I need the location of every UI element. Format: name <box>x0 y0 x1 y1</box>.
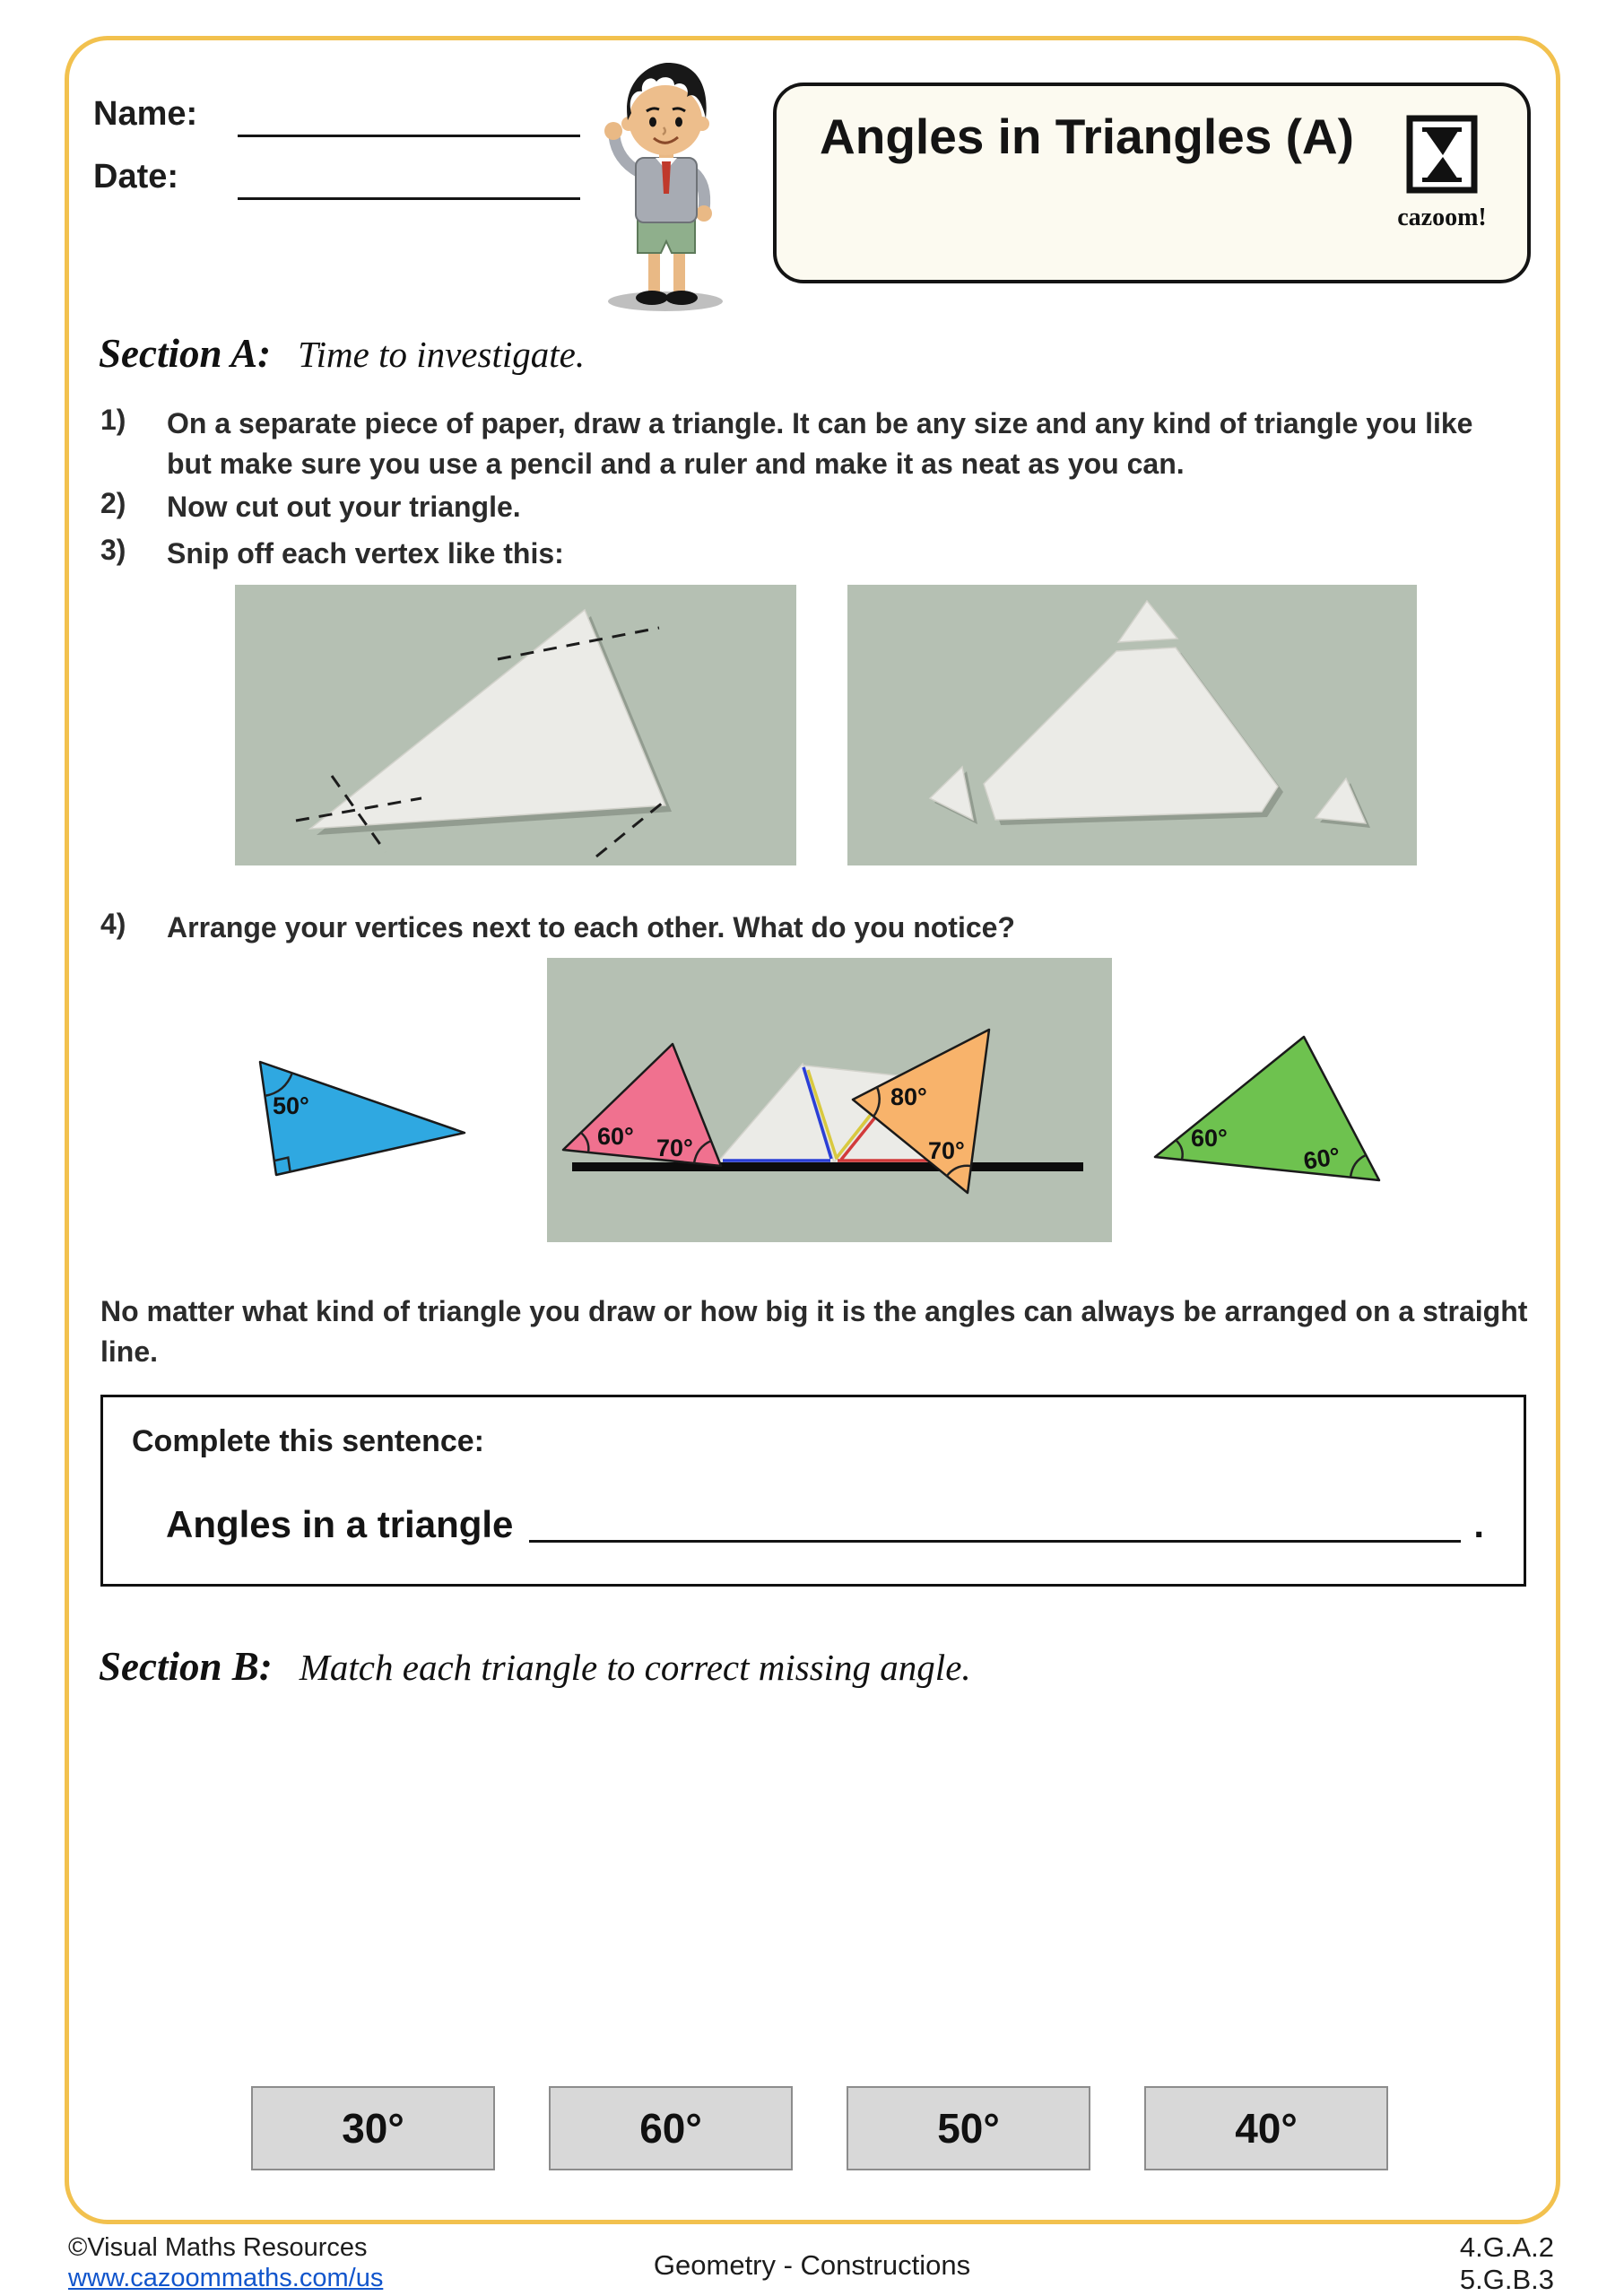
section-a-heading: Section A: <box>99 331 272 376</box>
name-input-line[interactable] <box>238 135 580 137</box>
sentence-prompt: Angles in a triangle <box>166 1503 514 1545</box>
green-triangle-shape <box>1155 1037 1379 1180</box>
snipped-vertices-photo <box>847 585 1417 865</box>
name-label: Name: <box>93 95 198 133</box>
blue-angle-label: 50° <box>273 1092 309 1119</box>
green-angle-label-2: 60° <box>1301 1142 1342 1175</box>
step-2 <box>100 487 1490 527</box>
orange-triangle <box>847 1022 1007 1202</box>
boy-illustration <box>569 45 762 314</box>
pink-angle-label-2: 70° <box>656 1135 693 1161</box>
section-a-intro: Time to investigate. <box>298 334 586 375</box>
answer-box-1: 30° <box>251 2086 495 2170</box>
cazoom-logo <box>1384 115 1500 232</box>
orange-angle-label-1: 80° <box>890 1083 927 1110</box>
section-a-heading-row <box>99 330 585 377</box>
sentence-suffix: . <box>1473 1503 1484 1545</box>
step-1-text: On a separate piece of paper, draw a triangle. It can be any size and any kind of triangle you like but make sure you use a pencil and a ruler and make it as neat as you can. <box>167 407 1473 480</box>
answer-box-2: 60° <box>549 2086 793 2170</box>
step-4-text: Arrange your vertices next to each other. What do you notice? <box>167 911 1015 944</box>
step-4 <box>100 908 1490 948</box>
worksheet-title: Angles in Triangles (A) <box>820 109 1354 164</box>
orange-angle-label-2: 70° <box>928 1137 965 1164</box>
green-angle-label-1: 60° <box>1191 1125 1228 1152</box>
step-1 <box>100 404 1490 484</box>
pink-triangle <box>558 1039 728 1173</box>
snip-lines-photo <box>235 585 796 865</box>
step-3-number: 3) <box>100 534 126 566</box>
footer-copyright: ©Visual Maths Resources <box>68 2233 368 2262</box>
step-3 <box>100 534 1490 574</box>
hourglass-icon <box>1404 115 1480 197</box>
footer-standard-1: 4.G.A.2 <box>1459 2231 1554 2263</box>
blue-triangle <box>240 1057 478 1187</box>
section-b-heading-row <box>99 1643 971 1690</box>
footer-website-link[interactable]: www.cazoommaths.com/us <box>68 2264 384 2292</box>
sentence-blank-line[interactable] <box>529 1507 1461 1543</box>
answer-box-4: 40° <box>1144 2086 1388 2170</box>
conclusion-text: No matter what kind of triangle you draw or how big it is the angles can always be arranged on a straight line. <box>100 1295 1528 1368</box>
section-b-intro: Match each triangle to correct missing angle. <box>299 1647 971 1688</box>
pink-triangle-shape <box>563 1044 721 1166</box>
complete-sentence-label: Complete this sentence: <box>132 1424 484 1458</box>
title-box <box>773 83 1531 283</box>
step-4-number: 4) <box>100 908 126 940</box>
green-triangle <box>1150 1031 1387 1188</box>
orange-triangle-shape <box>853 1030 989 1193</box>
section-b-heading: Section B: <box>99 1644 273 1689</box>
logo-text: cazoom! <box>1397 204 1487 231</box>
step-3-text: Snip off each vertex like this: <box>167 537 564 570</box>
step-1-number: 1) <box>100 404 126 436</box>
pink-angle-label-1: 60° <box>597 1123 634 1150</box>
step-2-number: 2) <box>100 487 126 519</box>
answer-box-3: 50° <box>847 2086 1090 2170</box>
date-input-line[interactable] <box>238 197 580 200</box>
footer-topic: Geometry - Constructions <box>653 2249 971 2281</box>
date-label: Date: <box>93 158 179 196</box>
footer-standard-2: 5.G.B.3 <box>1459 2264 1554 2295</box>
sentence-row <box>166 1503 1484 1546</box>
complete-sentence-box <box>100 1395 1526 1587</box>
step-2-text: Now cut out your triangle. <box>167 491 521 523</box>
